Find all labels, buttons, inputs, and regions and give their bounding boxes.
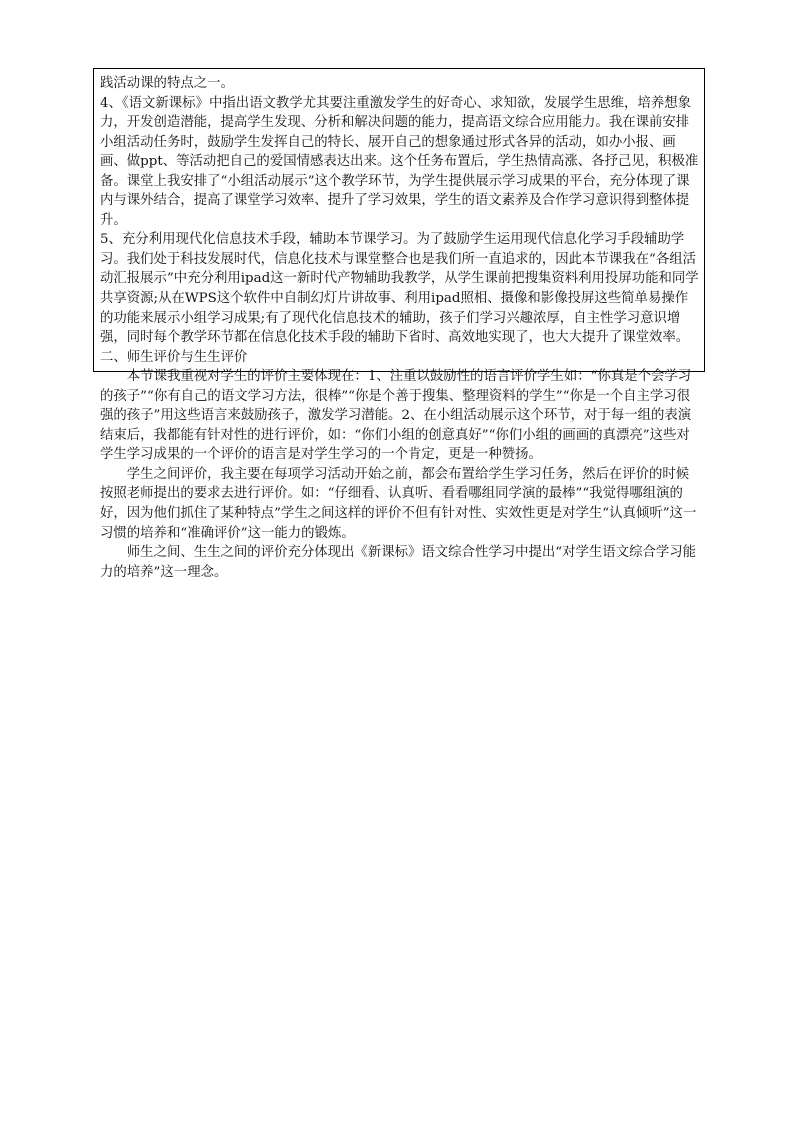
paragraph-conclusion: 师生之间、生生之间的评价充分体现出《新课标》语文综合性学习中提出“对学生语文综合学习能力的培养”这一理念。	[100, 545, 697, 580]
document-body	[100, 74, 700, 582]
table-cell-frame	[93, 68, 705, 580]
paragraph-continuation: 践活动课的特点之一。	[100, 76, 234, 91]
paragraph-point-5: 5、充分利用现代化信息技术手段，辅助本节课学习。为了鼓励学生运用现代信息化学习手段辅助学习。我们处于科技发展时代，信息化技术与课堂整合也是我们所一直追求的，因此本节课我在“各组活动汇报展示”中充分利用ipad这一新时代产物辅助我教学，从学生课前把搜集资料利用投屏功能和同学共享资源;从在WPS这个软件中自制幻灯片讲故事、利用ipad照相、摄像和影像投屏这些简单易操作的功能来展示小组学习成果;有了现代化信息技术的辅助，孩子们学习兴趣浓厚，自主性学习意识增强，同时每个教学环节都在信息化技术手段的辅助下省时、高效地实现了，也大大提升了课堂效率。	[100, 232, 699, 346]
section-heading-evaluation: 二、师生评价与生生评价	[100, 349, 248, 365]
paragraph-peer-evaluation: 学生之间评价，我主要在每项学习活动开始之前，都会布置给学生学习任务，然后在评价的时候按照老师提出的要求去进行评价。如：“仔细看、认真听、看看哪组同学演的最棒”“我觉得哪组演的好，因为他们抓住了某种特点”学生之间这样的评价不但有针对性、实效性更是对学生“认真倾听”这一习惯的培养和“准确评价”这一能力的锻炼。	[100, 466, 697, 541]
paragraph-point-4: 4、《语文新课标》中指出语文教学尤其要注重激发学生的好奇心、求知欲，发展学生思维，培养想象力，开发创造潜能，提高学生发现、分析和解决问题的能力，提高语文综合应用能力。我在课前安排小组活动任务时，鼓励学生发挥自己的特长、展开自己的想象通过形式各异的活动，如办小报、画画、做ppt、等活动把自己的爱国情感表达出来。这个任务布置后，学生热情高涨、各抒己见，积极准备。课堂上我安排了“小组活动展示”这个教学环节，为学生提供展示学习成果的平台，充分体现了课内与课外结合，提高了课堂学习效率、提升了学习效果，学生的语文素养及合作学习意识得到整体提升。	[100, 95, 699, 228]
paragraph-teacher-evaluation: 本节课我重视对学生的评价主要体现在：1、注重以鼓励性的语言评价学生如：“你真是个会学习的孩子”“你有自己的语文学习方法，很棒”“你是个善于搜集、整理资料的学生”“你是一个自主学习很强的孩子”用这些语言来鼓励孩子，激发学习潜能。2、在小组活动展示这个环节，对于每一组的表演结束后，我都能有针对性的进行评价，如：“你们小组的创意真好”“你们小组的画画的真漂亮”这些对学生学习成果的一个评价的语言是对学生学习的一个肯定，更是一种赞扬。	[100, 369, 692, 463]
